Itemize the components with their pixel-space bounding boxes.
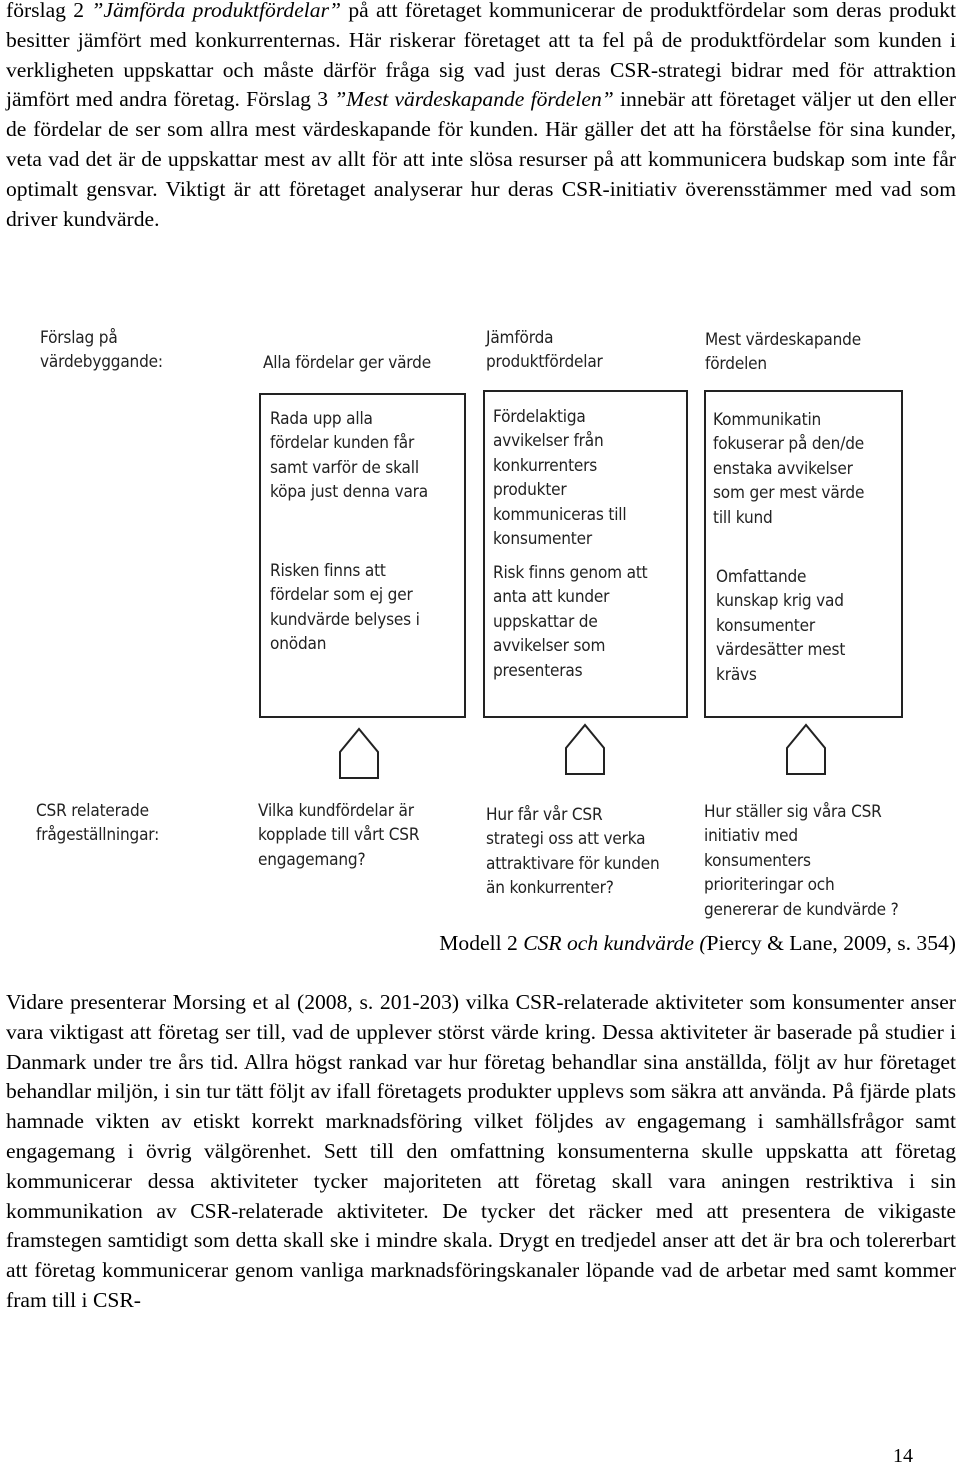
page-number: 14 [893, 1445, 913, 1467]
row-label-csr-questions: CSR relaterade frågeställningar: [36, 801, 160, 845]
box-description: Kommunikatin fokuserar på den/de enstaka avvikelser som ger mest värde till kund [713, 410, 865, 527]
box-description: Rada upp alla fördelar kunden får samt varför de skall köpa just denna vara [270, 409, 429, 502]
up-arrow-icon [563, 722, 607, 776]
body-paragraph-bottom: Vidare presenterar Morsing et al (2008, s. 201-203) vilka CSR-relaterade aktiviteter som konsumenter anser vara viktigast att företag ser till, vad de upplever störst värde kring. Dessa aktiviteter är baserade på studier i Danmark under tre års tid. Allra högst rankad var hur företag behandlar sina anställda, följt av hur företaget behandlar miljön, i sin tur tätt följt av ifall företagets produkter upplevs som säkra att använda. På fjärde plats hamnade vikten av etiskt korrekt marknadsföring vilket följdes av engagemang i samhällsfrågor samt engagemang i övrig välgörenhet. Sett till den omfattning konsumenterna skulle uppskatta att företag kommunicerar dessa aktiviteter tycker majoriteten att företag skall vara aningen restriktiva i sin kommunikation av CSR-relaterade aktiviteter. De tycker det räcker med att presentera de vikigaste framstegen samtidigt som detta skall ske i mindre skala. Drygt en tredjedel anser att det är bra och tolererbart att företag kommunicerar genom vanliga marknadsföringskanaler löpande vad de arbetar med samt kommer fram till i CSR- [6, 990, 956, 1312]
row-label-suggestions: Förslag på värdebyggande: [40, 328, 163, 372]
box-description: Fördelaktiga avvikelser från konkurrenters produkter kommuniceras till konsumenter [493, 407, 627, 549]
question-most-value: Hur ställer sig våra CSR initiativ med konsumenters prioriteringar och genererar de kundvärde ? [704, 802, 899, 919]
column-header-most-value: Mest värdeskapande fördelen [705, 330, 861, 374]
figure-caption [439, 928, 956, 958]
paragraph-text: förslag 2 [6, 0, 92, 22]
paragraph-text: innebär att företaget väljer ut den eller de fördelar de ser som allra mest värdeskapande för kunden. Här gäller det att ha förståelse för sina kunder, veta vad det är de uppskattar mest av allt för att inte slösa resurser på att kommunicera budskap som inte får optimalt gensvar. Viktigt är att företaget analyserar hur deras CSR-initiativ överensstämmer med vad som driver kundvärde. [6, 87, 957, 231]
caption-title: CSR och kundvärde ( [523, 931, 707, 955]
column-box-compared-benefits [483, 390, 688, 718]
column-header-compared-benefits: Jämförda produktfördelar [486, 328, 603, 372]
question-all-benefits: Vilka kundfördelar är kopplade till vårt CSR engagemang? [258, 801, 420, 869]
body-paragraph-top [6, 0, 956, 234]
up-arrow-icon [337, 726, 381, 780]
caption-source: Piercy & Lane, 2009, s. 354) [706, 931, 956, 955]
column-box-all-benefits [259, 393, 466, 718]
paragraph-text: på att företaget kommunicerar de produktfördelar som deras produkt besitter jämfört med konkurrenternas. Här riskerar företaget att ta fel på de produktfördelar som kunden i verkligheten uppskattar och måste därför fråga sig vad just deras CSR-strategi bidrar med för attraktion jämfört med andra företag. Förslag 3 [6, 0, 956, 112]
italic-term-mest: ”Mest värdeskapande fördelen” [334, 87, 614, 112]
caption-prefix: Modell 2 [439, 931, 524, 955]
question-compared-benefits: Hur får vår CSR strategi oss att verka attraktivare för kunden än konkurrenter? [486, 805, 660, 898]
box-risk: Risken finns att fördelar som ej ger kundvärde belyses i onödan [270, 561, 420, 654]
box-risk: Omfattande kunskap krig vad konsumenter värdesätter mest krävs [716, 567, 846, 684]
column-header-all-benefits: Alla fördelar ger värde [263, 353, 431, 372]
up-arrow-icon [784, 722, 828, 776]
italic-term-jamforda: ”Jämförda produktfördelar” [91, 0, 342, 22]
column-box-most-value [704, 390, 903, 718]
box-risk: Risk finns genom att anta att kunder uppskattar de avvikelser som presenteras [493, 563, 648, 680]
